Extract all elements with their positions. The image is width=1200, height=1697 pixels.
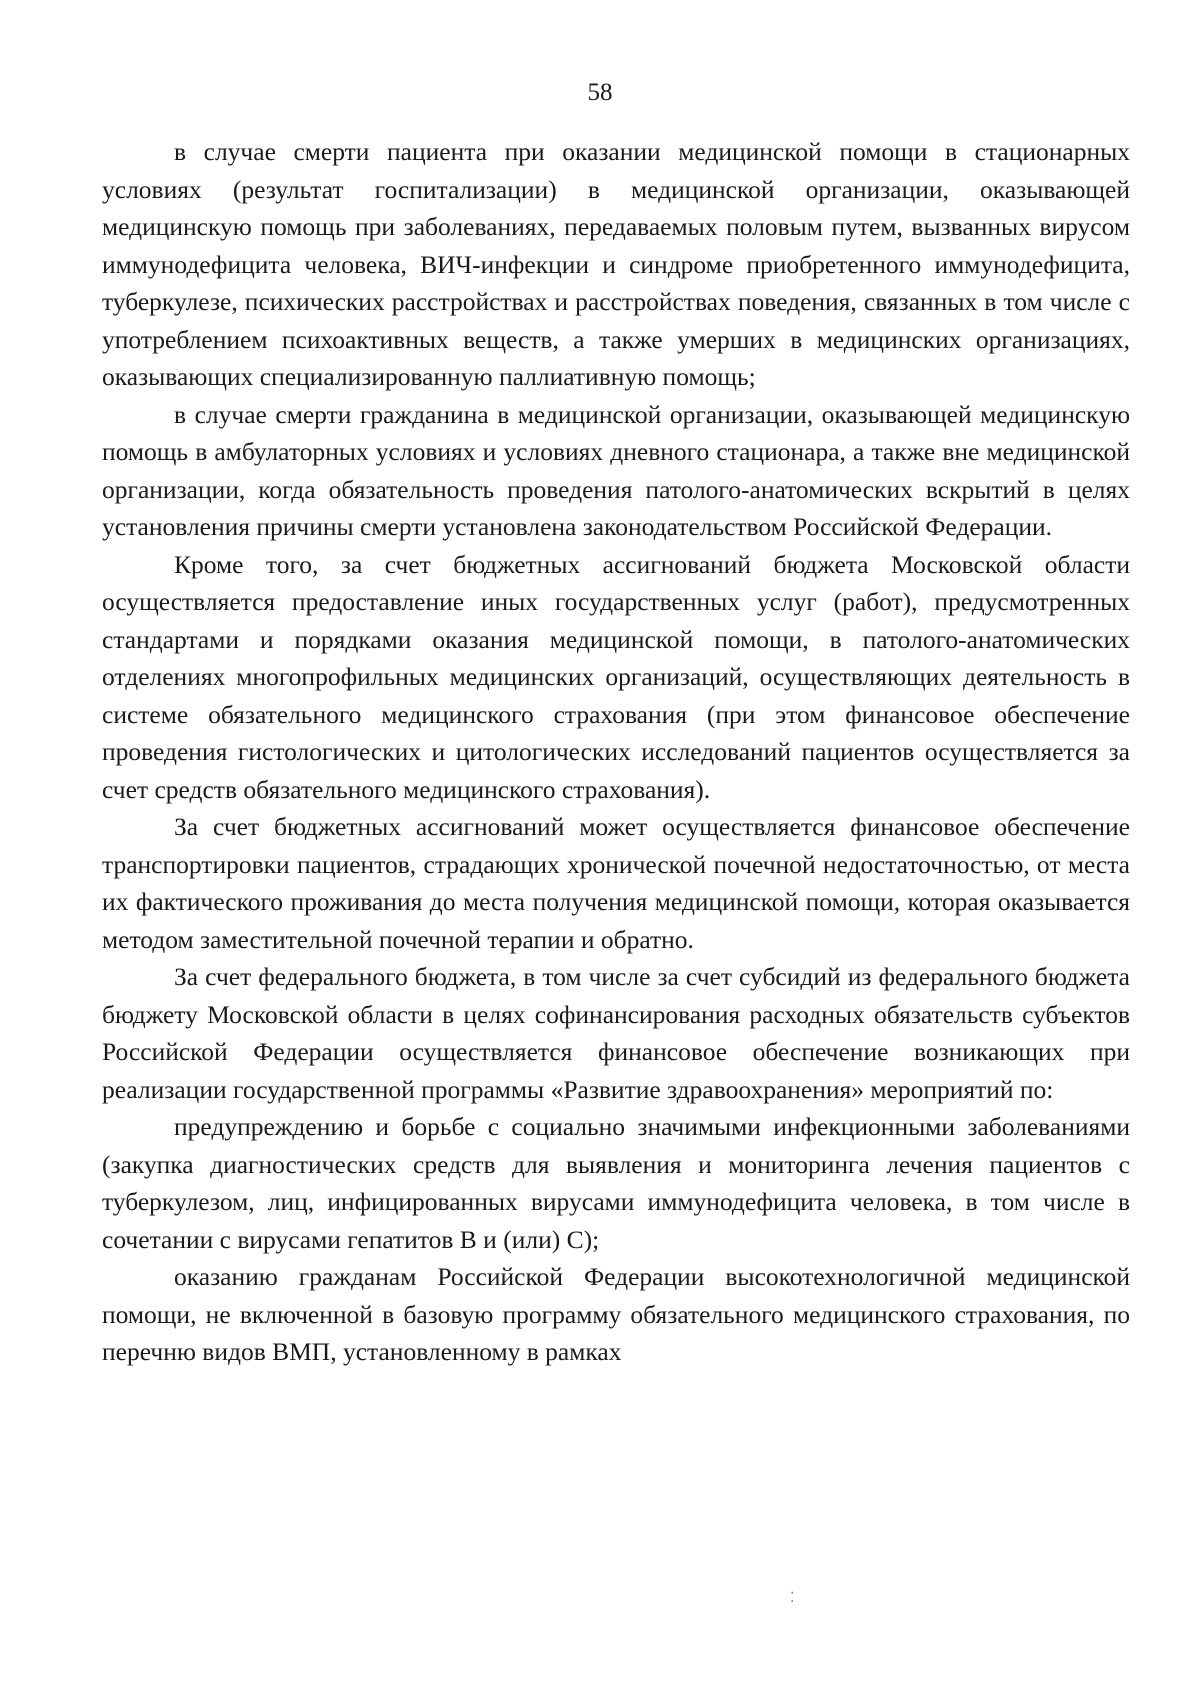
paragraph-budget-pathology: Кроме того, за счет бюджетных ассигнований бюджета Московской области осуществляется предоставление иных государственных услуг (работ), предусмотренных стандартами и порядками оказания медицинской помощи, в патолого-анатомических отделениях многопрофильных медицинских организаций, осуществляющих деятельность в системе обязательного медицинского страхования (при этом финансовое обеспечение проведения гистологических и цитологических исследований пациентов осуществляется за счет средств обязательного медицинского страхования).	[102, 549, 1130, 804]
paragraph-high-tech-care: оказанию гражданам Российской Федерации высокотехнологичной медицинской помощи, не включенной в базовую программу обязательного медицинского страхования, по перечню видов ВМП, установленному в рамках	[102, 1262, 1130, 1366]
scan-artifact: ⁚	[790, 1591, 795, 1606]
document-body	[102, 133, 1130, 1371]
paragraph-death-inpatient: в случае смерти пациента при оказании медицинской помощи в стационарных условиях (результат госпитализации) в медицинской организации, оказывающей медицинскую помощь при заболеваниях, передаваемых половым путем, вызванных вирусом иммунодефицита человека, ВИЧ-инфекции и синдроме приобретенного иммунодефицита, туберкулезе, психических расстройствах и расстройствах поведения, связанных в том числе с употреблением психоактивных веществ, а также умерших в медицинских организациях, оказывающих специализированную паллиативную помощь;	[102, 137, 1130, 391]
paragraph-infectious-diseases: предупреждению и борьбе с социально значимыми инфекционными заболеваниями (закупка диагностических средств для выявления и мониторинга лечения пациентов с туберкулезом, лиц, инфицированных вирусами иммунодефицита человека, в том числе в сочетании с вирусами гепатитов В и (или) С);	[102, 1112, 1130, 1254]
paragraph-death-outpatient: в случае смерти гражданина в медицинской организации, оказывающей медицинскую помощь в амбулаторных условиях и условиях дневного стационара, а также вне медицинской организации, когда обязательность проведения патолого-анатомических вскрытий в целях установления причины смерти установлена законодательством Российской Федерации.	[102, 399, 1130, 541]
paragraph-federal-budget: За счет федерального бюджета, в том числе за счет субсидий из федерального бюджета бюджету Московской области в целях софинансирования расходных обязательств субъектов Российской Федерации осуществляется финансовое обеспечение возникающих при реализации государственной программы «Развитие здравоохранения» мероприятий по:	[102, 962, 1130, 1104]
paragraph-dialysis-transport: За счет бюджетных ассигнований может осуществляется финансовое обеспечение транспортировки пациентов, страдающих хронической почечной недостаточностью, от места их фактического проживания до места получения медицинской помощи, которая оказывается методом заместительной почечной терапии и обратно.	[102, 812, 1130, 954]
page-number: 58	[587, 79, 613, 106]
